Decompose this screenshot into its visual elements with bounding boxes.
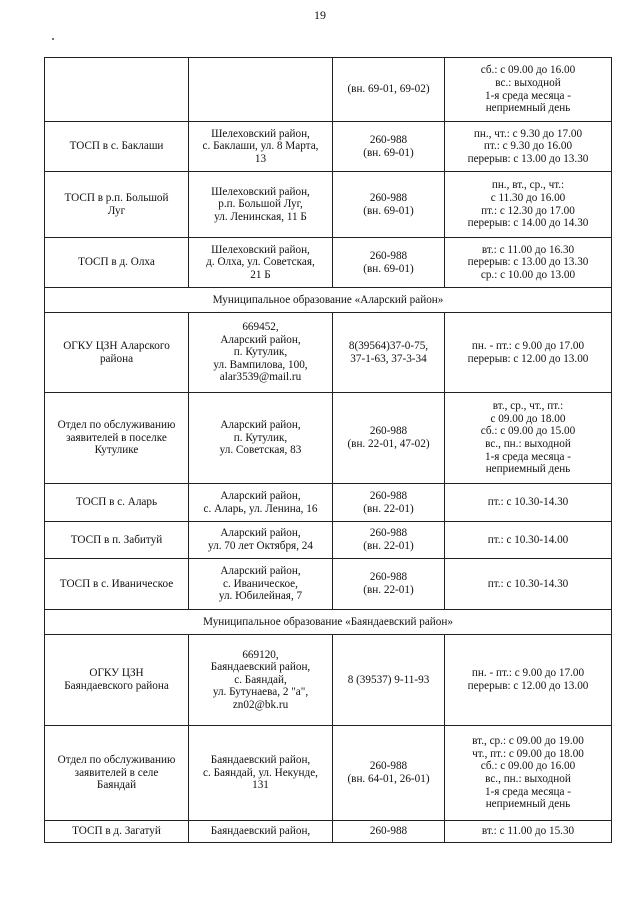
office-name-cell: ТОСП в д. Олха bbox=[45, 238, 189, 288]
table-row bbox=[45, 172, 612, 238]
table-row bbox=[45, 122, 612, 172]
section-header-row bbox=[45, 610, 612, 635]
office-name-cell: ТОСП в р.п. Большой Луг bbox=[45, 172, 189, 238]
schedule-cell: вт.: с 11.00 до 15.30 bbox=[445, 821, 612, 843]
table-row bbox=[45, 635, 612, 726]
offices-table bbox=[44, 57, 612, 843]
address-cell: Аларский район, с. Иваническое, ул. Юбилейная, 7 bbox=[189, 559, 333, 610]
address-cell: Шелеховский район, р.п. Большой Луг, ул. Ленинская, 11 Б bbox=[189, 172, 333, 238]
office-name-cell: ТОСП в с. Баклаши bbox=[45, 122, 189, 172]
address-cell: 669120, Баяндаевский район, с. Баяндай, ул. Бутунаева, 2 "а", zn02@bk.ru bbox=[189, 635, 333, 726]
schedule-cell: пт.: с 10.30-14.30 bbox=[445, 559, 612, 610]
phone-cell: 260-988 (вн. 69-01) bbox=[333, 238, 445, 288]
address-cell: Шелеховский район, с. Баклаши, ул. 8 Марта, 13 bbox=[189, 122, 333, 172]
phone-cell: (вн. 69-01, 69-02) bbox=[333, 58, 445, 122]
page-number: 19 bbox=[314, 8, 326, 22]
office-name-cell: ОГКУ ЦЗН Аларского района bbox=[45, 313, 189, 393]
schedule-cell: вт.: с 11.00 до 16.30 перерыв: с 13.00 до 13.30 ср.: с 10.00 до 13.00 bbox=[445, 238, 612, 288]
phone-cell: 260-988 (вн. 22-01) bbox=[333, 559, 445, 610]
section-title: Муниципальное образование «Баяндаевский район» bbox=[45, 610, 612, 635]
section-header-row bbox=[45, 288, 612, 313]
address-cell: 669452, Аларский район, п. Кутулик, ул. Вампилова, 100, alar3539@mail.ru bbox=[189, 313, 333, 393]
office-name-cell: Отдел по обслуживанию заявителей в селе Баяндай bbox=[45, 726, 189, 821]
schedule-cell: пн., вт., ср., чт.: с 11.30 до 16.00 пт.: с 12.30 до 17.00 перерыв: с 14.00 до 14.30 bbox=[445, 172, 612, 238]
schedule-cell: пт.: с 10.30-14.30 bbox=[445, 484, 612, 522]
table-row bbox=[45, 393, 612, 484]
table-row bbox=[45, 559, 612, 610]
phone-cell: 260-988 (вн. 22-01) bbox=[333, 484, 445, 522]
schedule-cell: сб.: с 09.00 до 16.00 вс.: выходной 1-я среда месяца - неприемный день bbox=[445, 58, 612, 122]
section-title: Муниципальное образование «Аларский район» bbox=[45, 288, 612, 313]
table-row bbox=[45, 821, 612, 843]
office-name-cell: Отдел по обслуживанию заявителей в поселке Кутулике bbox=[45, 393, 189, 484]
table-row bbox=[45, 522, 612, 559]
schedule-cell: пт.: с 10.30-14.00 bbox=[445, 522, 612, 559]
office-name-cell: ОГКУ ЦЗН Баяндаевского района bbox=[45, 635, 189, 726]
table-row bbox=[45, 58, 612, 122]
phone-cell: 8 (39537) 9-11-93 bbox=[333, 635, 445, 726]
office-name-cell bbox=[45, 58, 189, 122]
table-row bbox=[45, 238, 612, 288]
office-name-cell: ТОСП в п. Забитуй bbox=[45, 522, 189, 559]
table-row bbox=[45, 313, 612, 393]
address-cell bbox=[189, 58, 333, 122]
schedule-cell: пн. - пт.: с 9.00 до 17.00 перерыв: с 12.00 до 13.00 bbox=[445, 313, 612, 393]
office-name-cell: ТОСП в д. Загатуй bbox=[45, 821, 189, 843]
phone-cell: 8(39564)37-0-75, 37-1-63, 37-3-34 bbox=[333, 313, 445, 393]
address-cell: Аларский район, с. Аларь, ул. Ленина, 16 bbox=[189, 484, 333, 522]
address-cell: Аларский район, ул. 70 лет Октября, 24 bbox=[189, 522, 333, 559]
scan-speck bbox=[52, 38, 54, 40]
address-cell: Шелеховский район, д. Олха, ул. Советская, 21 Б bbox=[189, 238, 333, 288]
table-row bbox=[45, 726, 612, 821]
office-name-cell: ТОСП в с. Аларь bbox=[45, 484, 189, 522]
schedule-cell: вт., ср., чт., пт.: с 09.00 до 18.00 сб.: с 09.00 до 15.00 вс., пн.: выходной 1-я среда месяца - неприемный день bbox=[445, 393, 612, 484]
schedule-cell: пн. - пт.: с 9.00 до 17.00 перерыв: с 12.00 до 13.00 bbox=[445, 635, 612, 726]
office-name-cell: ТОСП в с. Иваническое bbox=[45, 559, 189, 610]
phone-cell: 260-988 (вн. 64-01, 26-01) bbox=[333, 726, 445, 821]
schedule-cell: вт., ср.: с 09.00 до 19.00 чт., пт.: с 09.00 до 18.00 сб.: с 09.00 до 16.00 вс., пн.: выходной 1-я среда месяца - неприемный день bbox=[445, 726, 612, 821]
table-row bbox=[45, 484, 612, 522]
schedule-cell: пн., чт.: с 9.30 до 17.00 пт.: с 9.30 до 16.00 перерыв: с 13.00 до 13.30 bbox=[445, 122, 612, 172]
address-cell: Аларский район, п. Кутулик, ул. Советская, 83 bbox=[189, 393, 333, 484]
address-cell: Баяндаевский район, с. Баяндай, ул. Некунде, 131 bbox=[189, 726, 333, 821]
phone-cell: 260-988 (вн. 69-01) bbox=[333, 122, 445, 172]
phone-cell: 260-988 (вн. 22-01, 47-02) bbox=[333, 393, 445, 484]
phone-cell: 260-988 (вн. 69-01) bbox=[333, 172, 445, 238]
phone-cell: 260-988 bbox=[333, 821, 445, 843]
address-cell: Баяндаевский район, bbox=[189, 821, 333, 843]
phone-cell: 260-988 (вн. 22-01) bbox=[333, 522, 445, 559]
